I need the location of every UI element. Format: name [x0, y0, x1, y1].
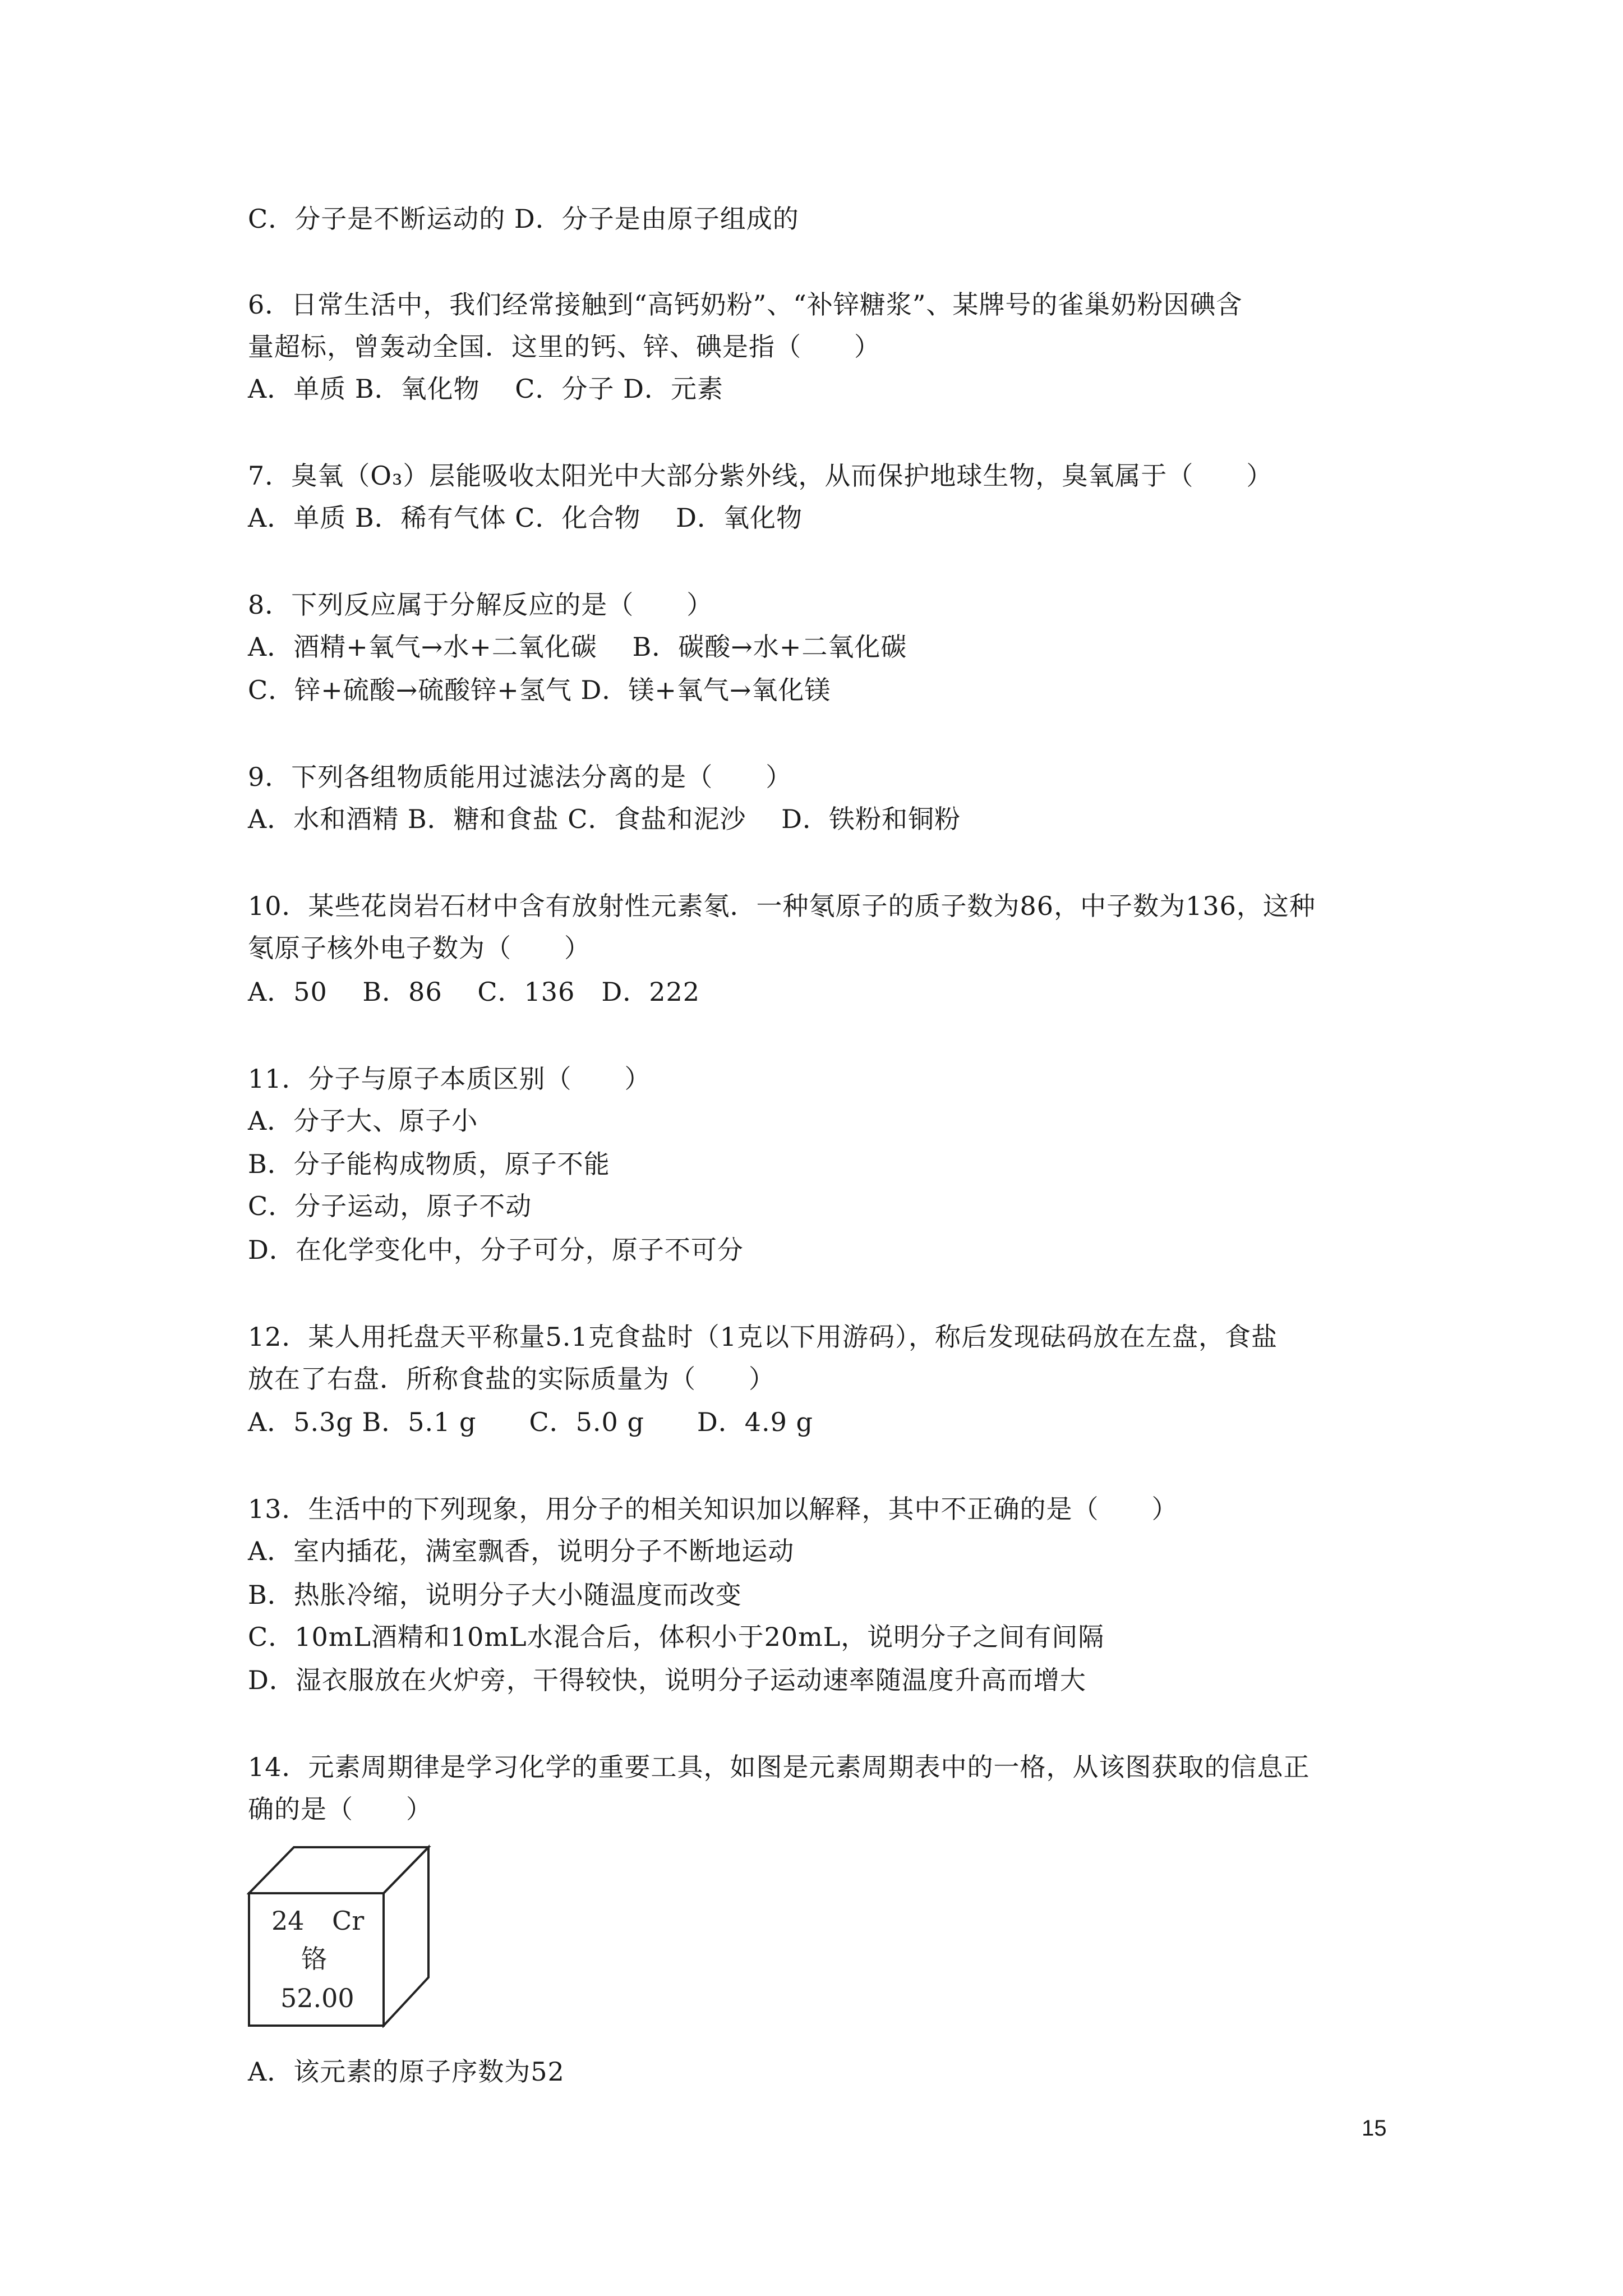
q13-option-a: A．室内插花，满室飘香，说明分子不断地运动	[248, 1536, 795, 1566]
page-number: 15	[1362, 2116, 1387, 2141]
q11-stem: 11．分子与原子本质区别（ ）	[248, 1064, 651, 1094]
q10-options: A．50 B．86 C．136 D．222	[248, 977, 700, 1007]
q12-stem-line-1: 12．某人用托盘天平称量5.1克食盐时（1克以下用游码），称后发现砝码放在左盘，食盐	[248, 1322, 1278, 1352]
q12-options: A．5.3g B．5.1 g C．5.0 g D．4.9 g	[248, 1407, 813, 1437]
q8-options-cd: C．锌+硫酸→硫酸锌+氢气 D．镁+氧气→氧化镁	[248, 675, 831, 705]
q8-options-ab: A．酒精+氧气→水+二氧化碳 B．碳酸→水+二氧化碳	[248, 632, 907, 662]
q7-options: A．单质 B．稀有气体 C．化合物 D．氧化物	[248, 503, 803, 533]
element-atomic-number: 24	[271, 1906, 305, 1936]
q13-stem: 13．生活中的下列现象，用分子的相关知识加以解释，其中不正确的是（ ）	[248, 1494, 1178, 1524]
q11-option-a: A．分子大、原子小	[248, 1106, 478, 1136]
q6-stem-line-2: 量超标，曾轰动全国．这里的钙、锌、碘是指（ ）	[248, 332, 880, 362]
element-atomic-mass: 52.00	[280, 1983, 354, 2013]
q13-option-b: B．热胀冷缩，说明分子大小随温度而改变	[248, 1580, 742, 1610]
q7-stem: 7．臭氧（O₃）层能吸收太阳光中大部分紫外线，从而保护地球生物，臭氧属于（ ）	[248, 461, 1273, 491]
element-name: 铬	[301, 1944, 327, 1974]
q14-stem-line-1: 14．元素周期律是学习化学的重要工具，如图是元素周期表中的一格，从该图获取的信息正	[248, 1752, 1310, 1782]
q14-option-a: A．该元素的原子序数为52	[248, 2056, 565, 2087]
q14-stem-line-2: 确的是（ ）	[248, 1794, 432, 1824]
q8-stem: 8．下列反应属于分解反应的是（ ）	[248, 590, 713, 620]
element-cell-figure	[247, 1843, 432, 2028]
element-symbol: Cr	[332, 1906, 365, 1936]
q10-stem-line-2: 氡原子核外电子数为（ ）	[248, 933, 591, 963]
q12-stem-line-2: 放在了右盘．所称食盐的实际质量为（ ）	[248, 1364, 775, 1394]
q6-stem-line-1: 6．日常生活中，我们经常接触到“高钙奶粉”、“补锌糖浆”、某牌号的雀巢奶粉因碘含	[248, 289, 1243, 320]
q13-option-d: D．湿衣服放在火炉旁，干得较快，说明分子运动速率随温度升高而增大	[248, 1665, 1086, 1695]
q10-stem-line-1: 10．某些花岗岩石材中含有放射性元素氡．一种氡原子的质子数为86，中子数为136，这种	[248, 891, 1316, 921]
q11-option-c: C．分子运动，原子不动	[248, 1191, 532, 1221]
q13-option-c: C．10mL酒精和10mL水混合后，体积小于20mL，说明分子之间有间隔	[248, 1622, 1105, 1652]
q11-option-d: D．在化学变化中，分子可分，原子不可分	[248, 1235, 744, 1265]
q5-options-cd: C．分子是不断运动的 D．分子是由原子组成的	[248, 204, 799, 234]
q9-stem: 9．下列各组物质能用过滤法分离的是（ ）	[248, 762, 792, 792]
q11-option-b: B．分子能构成物质，原子不能	[248, 1149, 610, 1179]
q9-options: A．水和酒精 B．糖和食盐 C．食盐和泥沙 D．铁粉和铜粉	[248, 804, 961, 834]
q6-options: A．单质 B．氧化物 C．分子 D．元素	[248, 374, 723, 404]
